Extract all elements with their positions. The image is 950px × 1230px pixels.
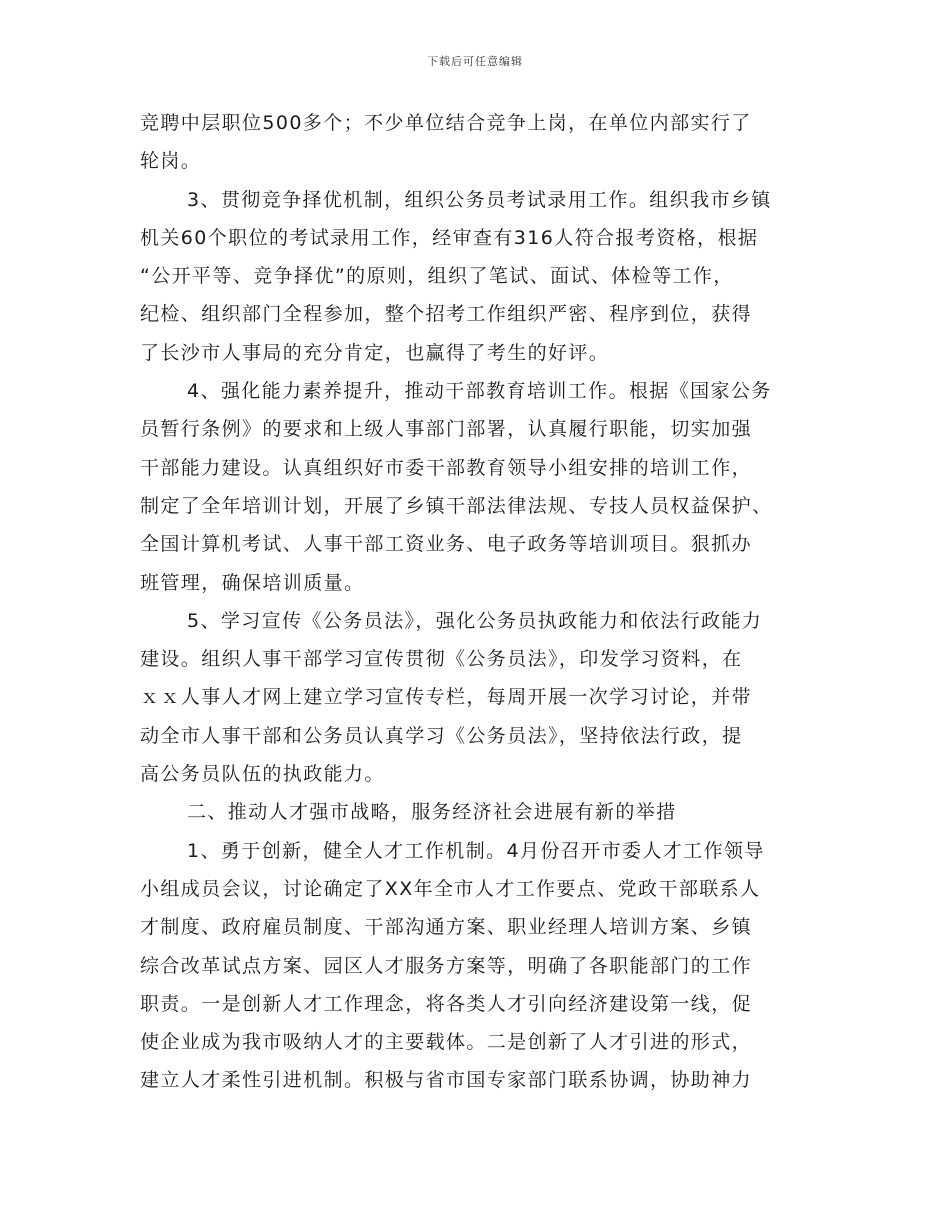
text-line: 班管理，确保培训质量。 [140,571,365,594]
text-line: 建立人才柔性引进机制。积极与省市国专家部门联系协调，协助神力 [140,1069,753,1092]
text-line: 机关60个职位的考试录用工作，经审查有316人符合报考资格，根据 [140,226,759,249]
page-header-note: 下载后可任意编辑 [427,55,523,68]
text-line: 轮岗。 [140,150,202,173]
text-line: 高公务员队伍的执政能力。 [140,763,385,786]
text-line: 了长沙市人事局的充分肯定，也赢得了考生的好评。 [140,341,610,364]
text-line: 5、学习宣传《公务员法》，强化公务员执政能力和依法行政能力 [187,609,763,632]
text-line: 全国计算机考试、人事干部工资业务、电子政务等培训项目。狠抓办 [140,533,753,556]
text-line: 动全市人事干部和公务员认真学习《公务员法》，坚持依法行政，提 [140,724,743,747]
document-body [140,104,812,1100]
text-line: 综合改革试点方案、园区人才服务方案等，明确了各职能部门的工作 [140,954,753,977]
text-line: 才制度、政府雇员制度、干部沟通方案、职业经理人培训方案、乡镇 [140,916,753,939]
text-line: 1、勇于创新，健全人才工作机制。4月份召开市委人才工作领导 [187,839,765,862]
text-line: 4、强化能力素养提升，推动干部教育培训工作。根据《国家公务 [187,380,772,403]
text-line: 制定了全年培训计划，开展了乡镇干部法律法规、专技人员权益保护、 [140,494,773,517]
text-line: 员暂行条例》的要求和上级人事部门部署，认真履行职能，切实加强 [140,418,753,441]
text-line: 干部能力建设。认真组织好市委干部教育领导小组安排的培训工作， [140,456,753,479]
text-line: 建设。组织人事干部学习宣传贯彻《公务员法》，印发学习资料，在 [140,648,743,671]
text-line: 纪检、组织部门全程参加，整个招考工作组织严密、程序到位，获得 [140,303,753,326]
text-line: 职责。一是创新人才工作理念，将各类人才引向经济建设第一线，促 [140,992,753,1015]
text-line: ｘｘ人事人才网上建立学习宣传专栏，每周开展一次学习讨论，并带 [140,686,753,709]
text-line: “公开平等、竞争择优”的原则，组织了笔试、面试、体检等工作， [140,265,734,288]
text-line: 竞聘中层职位500多个；不少单位结合竞争上岗，在单位内部实行了 [140,112,752,134]
text-line: 二、推动人才强市战略，服务经济社会进展有新的举措 [187,801,677,824]
text-line: 小组成员会议，讨论确定了XX年全市人才工作要点、党政干部联系人 [140,877,761,900]
text-line: 使企业成为我市吸纳人才的主要载体。二是创新了人才引进的形式， [140,1031,753,1054]
text-line: 3、贯彻竞争择优机制，组织公务员考试录用工作。组织我市乡镇 [187,188,772,211]
